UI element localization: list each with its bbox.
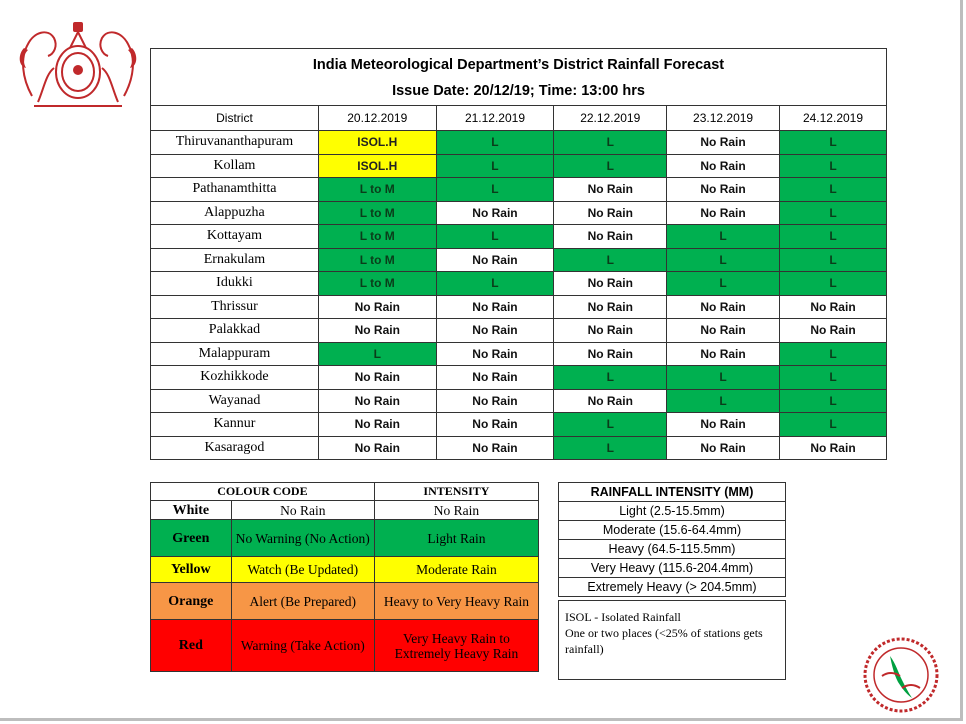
- forecast-header-row: [151, 106, 887, 131]
- colour-code-table: [150, 482, 539, 672]
- district-name: Pathanamthitta: [151, 178, 319, 202]
- colour-meaning: Warning (Take Action): [231, 620, 374, 672]
- forecast-cell: No Rain: [667, 295, 780, 319]
- forecast-cell: L: [779, 178, 886, 202]
- district-name: Thiruvananthapuram: [151, 131, 319, 155]
- forecast-cell: L to M: [318, 248, 436, 272]
- forecast-row: [151, 178, 887, 202]
- forecast-row: [151, 295, 887, 319]
- colour-code-row: [151, 501, 539, 520]
- column-header-date: 21.12.2019: [436, 106, 554, 131]
- forecast-cell: No Rain: [318, 366, 436, 390]
- column-header-district: District: [151, 106, 319, 131]
- colour-name: Green: [151, 520, 232, 557]
- forecast-row: [151, 248, 887, 272]
- colour-code-row: [151, 620, 539, 672]
- colour-intensity: Light Rain: [374, 520, 538, 557]
- intensity-row: [559, 502, 786, 521]
- colour-code-body: [151, 501, 539, 672]
- forecast-cell: L to M: [318, 272, 436, 296]
- forecast-row: [151, 413, 887, 437]
- rainfall-intensity-table: [558, 482, 786, 597]
- isol-note-description: One or two places (<25% of stations gets rainfall): [565, 626, 763, 656]
- forecast-cell: L: [779, 366, 886, 390]
- forecast-cell: L: [779, 248, 886, 272]
- forecast-row: [151, 366, 887, 390]
- disaster-management-logo-icon: [862, 636, 940, 714]
- forecast-row: [151, 131, 887, 155]
- colour-name: Orange: [151, 583, 232, 620]
- column-header-date: 20.12.2019: [318, 106, 436, 131]
- forecast-cell: L: [779, 154, 886, 178]
- colour-intensity: Very Heavy Rain to Extremely Heavy Rain: [374, 620, 538, 672]
- forecast-cell: L: [779, 413, 886, 437]
- forecast-cell: L to M: [318, 201, 436, 225]
- forecast-cell: No Rain: [554, 342, 667, 366]
- district-name: Kollam: [151, 154, 319, 178]
- forecast-cell: L: [436, 178, 554, 202]
- colour-name: Yellow: [151, 557, 232, 583]
- forecast-cell: No Rain: [779, 436, 886, 460]
- forecast-cell: No Rain: [436, 389, 554, 413]
- forecast-cell: No Rain: [436, 413, 554, 437]
- forecast-row: [151, 319, 887, 343]
- forecast-cell: No Rain: [554, 201, 667, 225]
- district-name: Ernakulam: [151, 248, 319, 272]
- forecast-cell: No Rain: [436, 319, 554, 343]
- forecast-cell: No Rain: [554, 272, 667, 296]
- forecast-cell: No Rain: [554, 389, 667, 413]
- forecast-cell: L: [554, 366, 667, 390]
- forecast-row: [151, 201, 887, 225]
- forecast-cell: L: [779, 389, 886, 413]
- colour-intensity: No Rain: [374, 501, 538, 520]
- colour-code-row: [151, 520, 539, 557]
- colour-code-row: [151, 583, 539, 620]
- district-name: Kasaragod: [151, 436, 319, 460]
- intensity-range: Extremely Heavy (> 204.5mm): [559, 578, 786, 597]
- intensity-range: Light (2.5-15.5mm): [559, 502, 786, 521]
- district-name: Idukki: [151, 272, 319, 296]
- forecast-cell: No Rain: [554, 225, 667, 249]
- forecast-cell: No Rain: [436, 295, 554, 319]
- forecast-cell: No Rain: [318, 319, 436, 343]
- forecast-cell: L: [667, 366, 780, 390]
- forecast-cell: No Rain: [667, 178, 780, 202]
- forecast-cell: No Rain: [318, 436, 436, 460]
- district-name: Wayanad: [151, 389, 319, 413]
- district-name: Thrissur: [151, 295, 319, 319]
- intensity-row: [559, 521, 786, 540]
- colour-code-row: [151, 557, 539, 583]
- forecast-cell: No Rain: [779, 295, 886, 319]
- forecast-cell: No Rain: [667, 413, 780, 437]
- colour-meaning: Alert (Be Prepared): [231, 583, 374, 620]
- forecast-cell: ISOL.H: [318, 131, 436, 155]
- forecast-row: [151, 342, 887, 366]
- forecast-cell: L: [436, 131, 554, 155]
- district-name: Kannur: [151, 413, 319, 437]
- colour-code-header: COLOUR CODE: [151, 483, 375, 501]
- colour-meaning: No Warning (No Action): [231, 520, 374, 557]
- intensity-range: Very Heavy (115.6-204.4mm): [559, 559, 786, 578]
- forecast-cell: L: [667, 248, 780, 272]
- forecast-cell: No Rain: [318, 295, 436, 319]
- intensity-range: Moderate (15.6-64.4mm): [559, 521, 786, 540]
- forecast-cell: ISOL.H: [318, 154, 436, 178]
- forecast-cell: L: [779, 342, 886, 366]
- forecast-cell: No Rain: [436, 342, 554, 366]
- district-name: Kozhikkode: [151, 366, 319, 390]
- forecast-cell: L: [667, 225, 780, 249]
- forecast-cell: L: [779, 131, 886, 155]
- forecast-cell: L: [436, 272, 554, 296]
- forecast-row: [151, 389, 887, 413]
- district-name: Palakkad: [151, 319, 319, 343]
- forecast-cell: No Rain: [436, 436, 554, 460]
- forecast-cell: L: [667, 272, 780, 296]
- forecast-cell: L: [554, 154, 667, 178]
- colour-intensity: Heavy to Very Heavy Rain: [374, 583, 538, 620]
- district-name: Alappuzha: [151, 201, 319, 225]
- intensity-row: [559, 540, 786, 559]
- forecast-title: India Meteorological Department’s District Rainfall Forecast: [312, 57, 725, 73]
- forecast-cell: No Rain: [554, 295, 667, 319]
- forecast-cell: No Rain: [779, 319, 886, 343]
- forecast-cell: L: [436, 154, 554, 178]
- issue-date: Issue Date: 20/12/19; Time: 13:00 hrs: [392, 83, 645, 99]
- forecast-cell: No Rain: [554, 178, 667, 202]
- forecast-cell: No Rain: [436, 248, 554, 272]
- forecast-cell: No Rain: [318, 389, 436, 413]
- forecast-cell: No Rain: [667, 342, 780, 366]
- forecast-cell: No Rain: [667, 201, 780, 225]
- forecast-cell: No Rain: [436, 201, 554, 225]
- isol-note-line: ISOL - Isolated Rainfall: [565, 610, 681, 624]
- forecast-cell: No Rain: [667, 319, 780, 343]
- intensity-header: INTENSITY: [374, 483, 538, 501]
- colour-meaning: Watch (Be Updated): [231, 557, 374, 583]
- rainfall-intensity-body: [559, 502, 786, 597]
- forecast-row: [151, 272, 887, 296]
- forecast-cell: No Rain: [436, 366, 554, 390]
- forecast-cell: L: [779, 225, 886, 249]
- colour-name: White: [151, 501, 232, 520]
- forecast-cell: No Rain: [554, 319, 667, 343]
- forecast-cell: L to M: [318, 178, 436, 202]
- district-name: Malappuram: [151, 342, 319, 366]
- intensity-range: Heavy (64.5-115.5mm): [559, 540, 786, 559]
- forecast-cell: L: [318, 342, 436, 366]
- forecast-row: [151, 436, 887, 460]
- column-header-date: 24.12.2019: [779, 106, 886, 131]
- rainfall-intensity-title: RAINFALL INTENSITY (MM): [559, 483, 786, 502]
- colour-meaning: No Rain: [231, 501, 374, 520]
- intensity-row: [559, 578, 786, 597]
- kerala-emblem-icon: [14, 18, 142, 110]
- colour-code-header-row: [151, 483, 539, 501]
- forecast-cell: L: [554, 413, 667, 437]
- forecast-cell: L: [554, 436, 667, 460]
- colour-intensity: Moderate Rain: [374, 557, 538, 583]
- forecast-cell: L to M: [318, 225, 436, 249]
- forecast-cell: L: [554, 248, 667, 272]
- colour-name: Red: [151, 620, 232, 672]
- isol-note-box: [558, 600, 786, 680]
- forecast-row: [151, 225, 887, 249]
- column-header-date: 23.12.2019: [667, 106, 780, 131]
- forecast-cell: L: [779, 201, 886, 225]
- forecast-cell: L: [779, 272, 886, 296]
- forecast-cell: No Rain: [667, 436, 780, 460]
- intensity-row: [559, 559, 786, 578]
- forecast-title-cell: [151, 49, 887, 106]
- district-rainfall-forecast-table: [150, 48, 887, 460]
- forecast-cell: L: [436, 225, 554, 249]
- forecast-cell: L: [667, 389, 780, 413]
- district-name: Kottayam: [151, 225, 319, 249]
- forecast-row: [151, 154, 887, 178]
- forecast-body: [151, 131, 887, 460]
- column-header-date: 22.12.2019: [554, 106, 667, 131]
- forecast-cell: L: [554, 131, 667, 155]
- forecast-cell: No Rain: [318, 413, 436, 437]
- forecast-cell: No Rain: [667, 131, 780, 155]
- forecast-cell: No Rain: [667, 154, 780, 178]
